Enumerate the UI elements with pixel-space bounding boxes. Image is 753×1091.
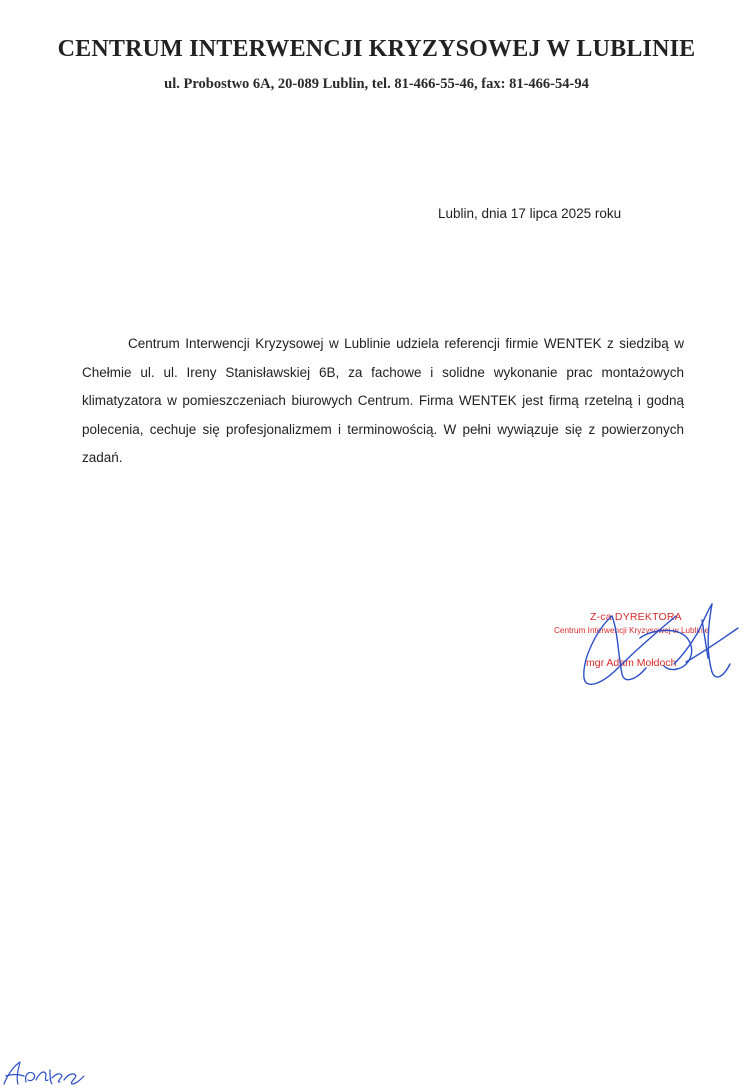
date-line: Lublin, dnia 17 lipca 2025 roku — [438, 206, 622, 221]
letterhead-address: ul. Probostwo 6A, 20-089 Lublin, tel. 81-466-55-46, fax: 81-466-54-94 — [164, 76, 589, 92]
reference-body-text: Centrum Interwencji Kryzysowej w Lublinie udziela referencji firmie WENTEK z siedzibą w Chełmie ul. ul. Ireny Stanisławskiej 6B, za fachowe i solidne wykonanie prac montażowych klimatyzatora w pomieszczeniach biurowych Centrum. Firma WENTEK jest firmą rzetelną i godną polecenia, cechuje się profesjonalizmem i terminowością. W pełni wywiązuje się z powierzonych zadań. — [82, 336, 684, 465]
paraph-initials — [0, 1056, 90, 1090]
handwritten-signature — [578, 598, 748, 698]
letterhead-title: CENTRUM INTERWENCJI KRYZYSOWEJ W LUBLINIE — [57, 36, 696, 62]
stamp-organization: Centrum Interwencji Kryzysowej w Lublinie — [554, 626, 710, 635]
stamp-name: mgr Adam Mołdoch — [586, 657, 677, 669]
signature-strokes — [584, 604, 738, 684]
stamp-title: Z-ca DYREKTORA — [590, 611, 682, 623]
